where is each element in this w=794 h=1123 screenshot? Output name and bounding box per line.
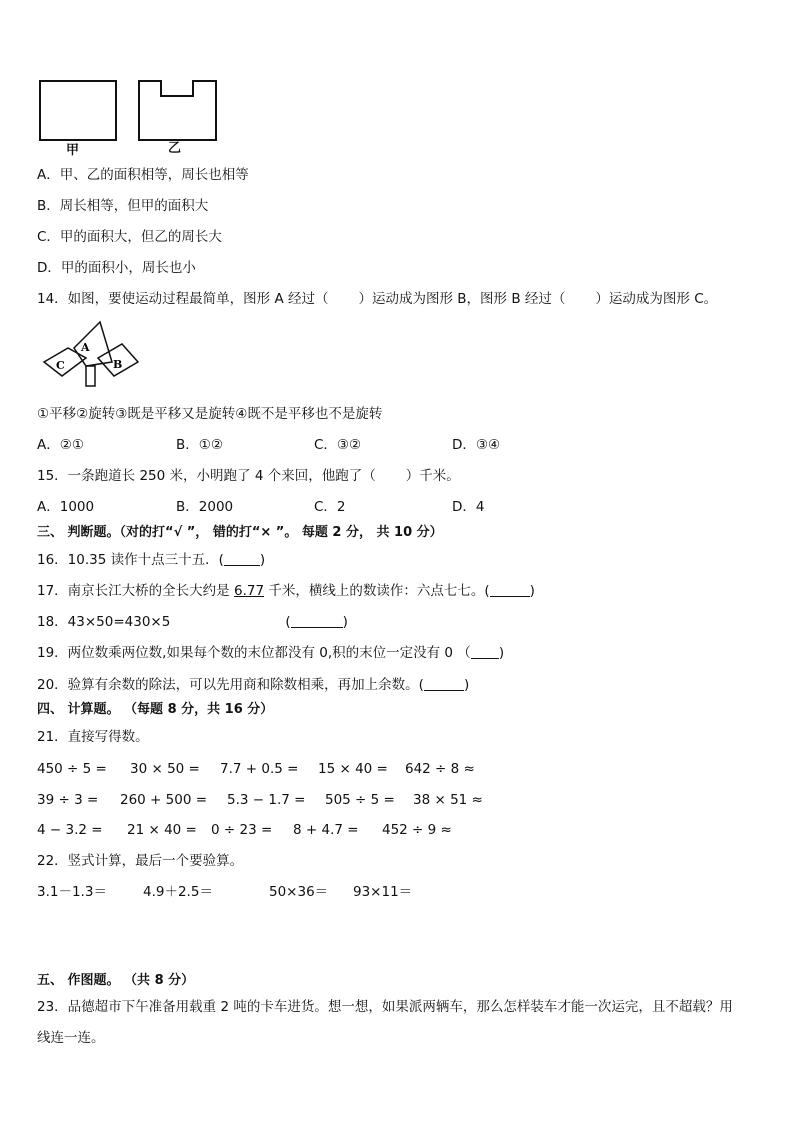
q21-item: 30 × 50 = [130,761,200,777]
q22-item: 93×11＝ [353,884,413,900]
q17: 17．南京长江大桥的全长大约是 6.77 千米，横线上的数读作：六点七七。( ) [37,583,535,599]
q15-stem: 15．一条跑道长 250 米，小明跑了 4 个来回，他跑了（ ）千米。 [37,468,460,484]
q14-stem: 14．如图，要使运动过程最简单，图形 A 经过（ ）运动成为图形 B，图形 B 经过（ ）运动成为图形 C。 [37,291,718,307]
q22-item: 3.1－1.3＝ [37,884,107,900]
q18-answer-blank[interactable] [291,614,343,628]
q21-item: 4 − 3.2 = [37,822,103,838]
stem-rect [86,366,95,386]
section-3-heading: 三、 判断题。（对的打“√ ”， 错的打“× ”。 每题 2 分， 共 10 分） [37,525,443,540]
q21-item: 450 ÷ 5 = [37,761,107,777]
q13-figure [36,76,226,160]
q21-item: 8 + 4.7 = [293,822,359,838]
q23-line-1: 23．品德超市下午准备用载重 2 吨的卡车进货。想一想，如果派两辆车，那么怎样装车才能一次运完，且不超载？用 [37,999,733,1015]
q23-line-2: 线连一连。 [37,1030,105,1046]
label-c: C [56,359,65,372]
q19-answer-blank[interactable] [471,645,499,659]
q21-item: 0 ÷ 23 = [211,822,273,838]
q21-item: 642 ÷ 8 ≈ [405,761,475,777]
q17-answer-blank[interactable] [490,583,530,597]
q22-item: 50×36＝ [269,884,329,900]
q19: 19．两位数乘两位数,如果每个数的末位都没有 0,积的末位一定没有 0 （ ) [37,645,505,661]
q13-option-b: B．周长相等，但甲的面积大 [37,198,209,214]
q16-answer-blank[interactable] [224,552,260,566]
q14-option-c: C．③② [314,437,362,453]
q16: 16．10.35 读作十点三十五．( ) [37,552,266,568]
label-yi: 乙 [168,141,182,156]
q21-item: 7.7 + 0.5 = [220,761,299,777]
q15-option-c: C．2 [314,499,346,515]
q22-item: 4.9＋2.5＝ [143,884,213,900]
shape-jia [40,81,116,140]
q21-item: 5.3 − 1.7 = [227,792,306,808]
label-a: A [81,341,90,354]
q20-answer-blank[interactable] [424,677,464,691]
shape-c [44,348,86,376]
q18: 18．43×50=430×5 ( ) [37,614,348,630]
q14-choices: ①平移②旋转③既是平移又是旋转④既不是平移也不是旋转 [37,406,383,422]
q21-item: 452 ÷ 9 ≈ [382,822,452,838]
q14-option-b: B．①② [176,437,223,453]
label-b: B [113,358,123,371]
shape-yi [139,81,216,140]
section-5-heading: 五、 作图题。 （共 8 分） [37,973,195,988]
q13-option-d: D．甲的面积小，周长也小 [37,260,196,276]
q21-title: 21．直接写得数。 [37,729,149,745]
section-4-heading: 四、 计算题。 （每题 8 分，共 16 分） [37,702,274,717]
q20: 20．验算有余数的除法，可以先用商和除数相乘，再加上余数。( ) [37,677,470,693]
q13-option-c: C．甲的面积大，但乙的周长大 [37,229,222,245]
q13-option-a: A．甲、乙的面积相等，周长也相等 [37,167,249,183]
q15-option-d: D．4 [452,499,485,515]
q14-option-a: A．②① [37,437,84,453]
q15-option-a: A．1000 [37,499,95,515]
q21-item: 38 × 51 ≈ [413,792,483,808]
q21-item: 15 × 40 = [318,761,388,777]
q21-item: 21 × 40 = [127,822,197,838]
q14-figure [38,318,142,390]
q21-item: 505 ÷ 5 = [325,792,395,808]
q21-item: 260 + 500 = [120,792,208,808]
shape-a [74,322,112,366]
q14-option-d: D．③④ [452,437,501,453]
q22-title: 22．竖式计算，最后一个要验算。 [37,853,244,869]
label-jia: 甲 [66,143,80,158]
q15-option-b: B．2000 [176,499,234,515]
q21-item: 39 ÷ 3 = [37,792,99,808]
